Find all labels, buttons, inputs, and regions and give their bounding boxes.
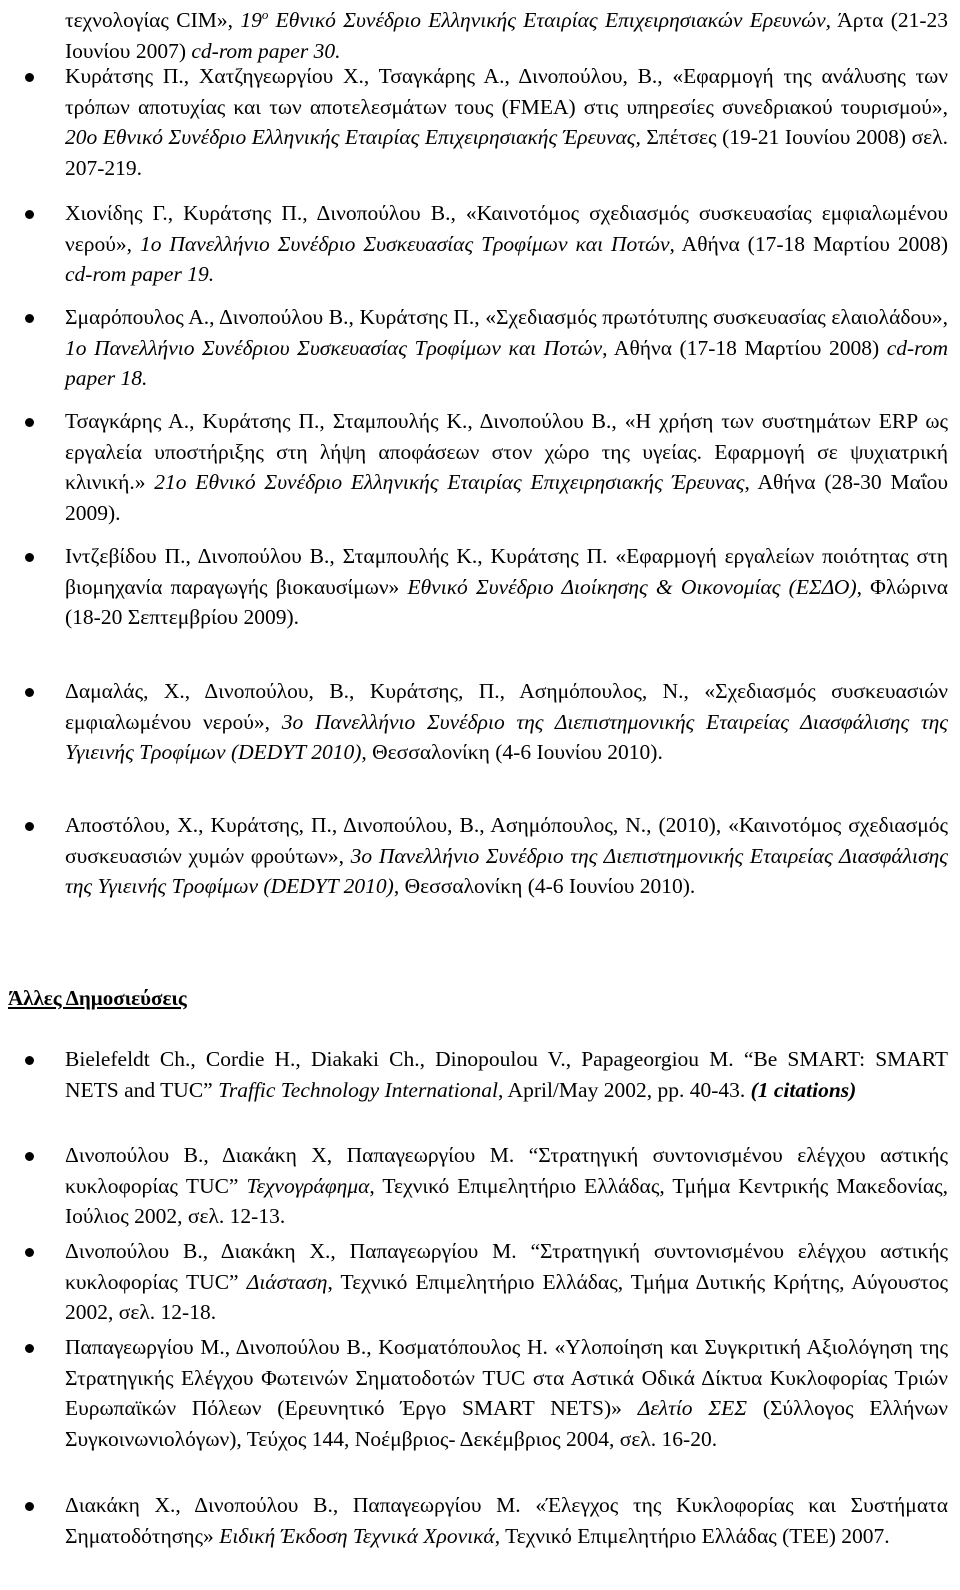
text-segment: Παπαγεωργίου Μ., Δινοπούλου Β., Κοσματόπουλος Η. «Υλοποίηση και Συγκριτική Αξιολόγηση της Στρατηγικής Ελέγχου Φωτεινών Σηματοδοτών TUC στα Αστικά Οδικά Δίκτυα Κυκλοφορίας Τριών Ευρωπαϊκών Πόλεων (Ερευνητικό Έργο SMART NETS)» bbox=[65, 1335, 948, 1421]
text-segment: 21ο Εθνικό Συνέδριο Ελληνικής Εταιρίας Επιχειρησιακής Έρευνας bbox=[154, 470, 745, 495]
bullet-icon bbox=[25, 418, 34, 427]
text-segment: Διακάκη Χ., Δινοπούλου Β., Παπαγεωργίου Μ. «Έλεγχος της Κυκλοφορίας και Συστήματα Σηματοδότησης» bbox=[65, 1493, 948, 1548]
text-segment: Δινοπούλου Β., Διακάκη Χ, Παπαγεωργίου Μ. “Στρατηγική συντονισμένου ελέγχου αστικής κυκλοφορίας TUC” bbox=[65, 1143, 948, 1198]
text-segment: Ειδική Έκδοση Τεχνικά Χρονικά bbox=[219, 1523, 495, 1548]
text-segment: Κυράτσης Π., Χατζηγεωργίου Χ., Τσαγκάρης Α., Δινοπούλου, Β., «Εφαρμογή της ανάλυσης των τρόπων αποτυχίας και των αποτελεσμάτων τους (FMEA) στις υπηρεσίες συνεδριακού τουρισμού», bbox=[65, 64, 948, 119]
bullet-icon bbox=[25, 1056, 34, 1065]
text-segment: Traffic Technology International bbox=[218, 1077, 498, 1102]
text-segment: , Αθήνα (17-18 Μαρτίου 2008) bbox=[602, 335, 887, 360]
text-segment: cd-rom paper 19. bbox=[65, 262, 215, 287]
reference-text bbox=[65, 406, 948, 528]
bullet-icon bbox=[25, 1344, 34, 1353]
text-segment: Αποστόλου, Χ., Κυράτσης, Π., Δινοπούλου, Β., Ασημόπουλος, Ν., (2010), «Καινοτόμος σχεδιασμός συσκευασιών χυμών φρούτων», bbox=[65, 813, 948, 868]
text-segment: ο bbox=[261, 7, 269, 22]
bullet-icon bbox=[25, 1248, 34, 1257]
reference-text bbox=[65, 61, 948, 183]
section-heading: Άλλες Δημοσιεύσεις bbox=[8, 986, 187, 1010]
reference-text bbox=[65, 198, 948, 290]
text-segment: Δαμαλάς, Χ., Δινοπούλου, Β., Κυράτσης, Π., Ασημόπουλος, Ν., «Σχεδιασμός συσκευασιών εμφιαλωμένου νερού», bbox=[65, 679, 948, 734]
text-segment: cd-rom paper 18. bbox=[65, 335, 948, 391]
bullet-icon bbox=[25, 73, 34, 82]
continuation-paragraph bbox=[65, 0, 948, 66]
text-segment: τεχνολογίας CIM», bbox=[65, 8, 241, 33]
text-segment: Εθνικό Συνέδριο Ελληνικής Εταιρίας Επιχειρησιακών Ερευνών, bbox=[268, 8, 832, 33]
text-segment: , Θεσσαλονίκη (4-6 Ιουνίου 2010). bbox=[393, 874, 696, 899]
text-segment: Bielefeldt Ch., Cordie H., Diakaki Ch., Dinopoulou V., Papageorgiou M. “Be SMART: SMART NETS and TUC” bbox=[65, 1047, 948, 1102]
text-segment: Άρτα (21-23 Ιουνίου 2007) bbox=[65, 8, 949, 63]
text-segment: , Αθήνα (17-18 Μαρτίου 2008) bbox=[669, 231, 948, 256]
text-segment: , Φλώρινα (18-20 Σεπτεμβρίου 2009). bbox=[65, 574, 948, 630]
text-segment: Εθνικό Συνέδριο Διοίκησης & Οικονομίας (ΕΣΔΟ) bbox=[407, 574, 857, 599]
text-segment: 3ο Πανελλήνιο Συνέδριο της Διεπιστημονικής Εταιρείας Διασφάλισης της Υγιεινής Τροφίμων (DEDYT 2010), bbox=[65, 709, 948, 765]
bullet-icon bbox=[25, 1152, 34, 1161]
text-segment: Θεσσαλονίκη (4-6 Ιουνίου 2010). bbox=[366, 740, 663, 765]
text-segment: (Σύλλογος Ελλήνων Συγκοινωνιολόγων), Τεύχος 144, Νοέμβριος- Δεκέμβριος 2004, σελ. 16-20. bbox=[65, 1396, 948, 1451]
text-segment: , Τεχνικό Επιμελητήριο Ελλάδας, Τμήμα Κεντρικής Μακεδονίας, Ιούλιος 2002, σελ. 12-13. bbox=[65, 1173, 948, 1229]
text-segment: , April/May 2002, pp. 40-43. bbox=[497, 1077, 751, 1102]
text-segment: , Τεχνικό Επιμελητήριο Ελλάδας, Τμήμα Δυτικής Κρήτης, Αύγουστος 2002, σελ. 12-18. bbox=[65, 1269, 948, 1325]
reference-text bbox=[65, 1236, 948, 1328]
text-segment: , Τεχνικό Επιμελητήριο Ελλάδας (ΤΕΕ) 2007. bbox=[494, 1523, 890, 1548]
text-segment: cd-rom paper 30. bbox=[191, 38, 341, 63]
reference-text bbox=[65, 1140, 948, 1232]
text-segment: Ιντζεβίδου Π., Δινοπούλου Β., Σταμπουλής Κ., Κυράτσης Π. «Εφαρμογή εργαλείων ποιότητας στη βιομηχανία παραγωγής βιοκαυσίμων» bbox=[65, 544, 948, 599]
text-segment: 3ο Πανελλήνιο Συνέδριο της Διεπιστημονικής Εταιρείας Διασφάλισης της Υγιεινής Τροφίμων (DEDYT 2010) bbox=[65, 843, 948, 899]
bullet-icon bbox=[25, 314, 34, 323]
reference-text bbox=[65, 1044, 948, 1105]
text-segment: Δινοπούλου Β., Διακάκη Χ., Παπαγεωργίου Μ. “Στρατηγική συντονισμένου ελέγχου αστικής κυκλοφορίας TUC” bbox=[65, 1239, 948, 1294]
text-segment: 1ο Πανελλήνιο Συνέδριο Συσκευασίας Τροφίμων και Ποτών bbox=[139, 231, 670, 256]
bullet-icon bbox=[25, 822, 34, 831]
bullet-icon bbox=[25, 688, 34, 697]
reference-text bbox=[65, 1490, 948, 1551]
reference-text bbox=[65, 810, 948, 902]
reference-text bbox=[65, 1332, 948, 1454]
reference-text bbox=[65, 676, 948, 768]
reference-text bbox=[65, 302, 948, 394]
text-segment: Σπέτσες (19-21 Ιουνίου 2008) σελ. 207-219. bbox=[65, 125, 948, 180]
text-segment: 20ο Εθνικό Συνέδριο Ελληνικής Εταιρίας Επιχειρησιακής Έρευνας, bbox=[65, 125, 641, 150]
text-segment: (1 citations) bbox=[750, 1077, 857, 1102]
bullet-icon bbox=[25, 553, 34, 562]
bullet-icon bbox=[25, 210, 34, 219]
text-segment: Διάσταση bbox=[246, 1269, 328, 1294]
text-segment: Σμαρόπουλος Α., Δινοπούλου Β., Κυράτσης Π., «Σχεδιασμός πρωτότυπης συσκευασίας ελαιολάδου», bbox=[65, 305, 948, 329]
reference-text bbox=[65, 541, 948, 633]
text-segment: , Αθήνα (28-30 Μαΐου 2009). bbox=[65, 470, 949, 525]
text-segment: 19 bbox=[240, 8, 262, 33]
text-segment: Τσαγκάρης Α., Κυράτσης Π., Σταμπουλής Κ., Δινοπούλου Β., «Η χρήση των συστημάτων ERP ως εργαλεία υποστήριξης στη λήψη αποφάσεων στον χώρο της υγείας. Εφαρμογή σε ψυχιατρική κλινική.» bbox=[65, 409, 948, 495]
bullet-icon bbox=[25, 1502, 34, 1511]
text-segment: Τεχνογράφημα bbox=[246, 1173, 370, 1198]
text-segment: 1ο Πανελλήνιο Συνέδριου Συσκευασίας Τροφίμων και Ποτών bbox=[65, 335, 603, 360]
text-segment: Χιονίδης Γ., Κυράτσης Π., Δινοπούλου Β., «Καινοτόμος σχεδιασμός συσκευασίας εμφιαλωμένου νερού», bbox=[65, 201, 948, 256]
text-segment: Δελτίο ΣΕΣ bbox=[637, 1396, 748, 1421]
